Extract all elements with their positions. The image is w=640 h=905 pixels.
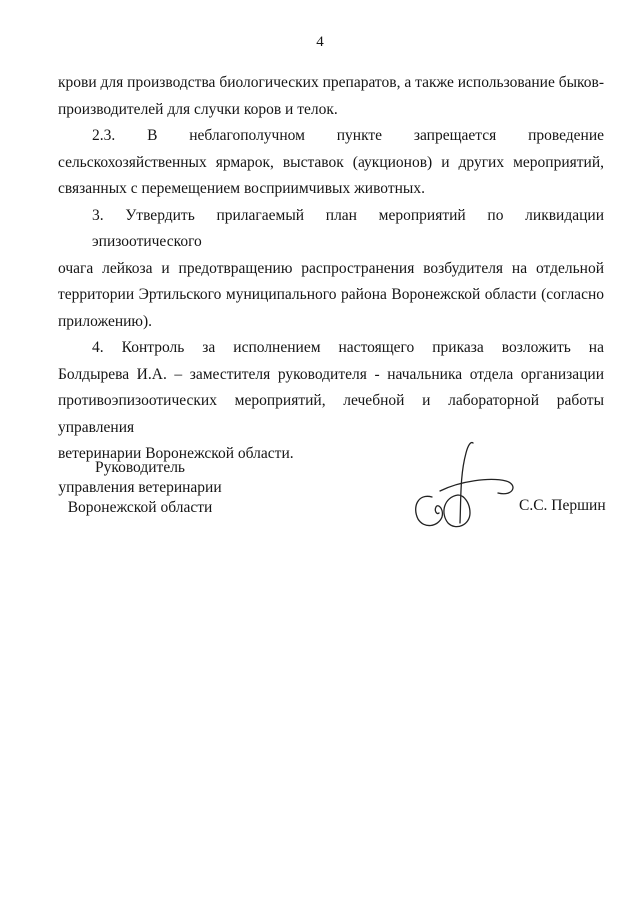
text-line: 2.3. В неблагополучном пункте запрещается проведение [92,127,604,144]
text-line: сельскохозяйственных ярмарок, выставок (аукционов) и других мероприятий, [58,153,604,171]
text-line: производителей для случки коров и телок. [58,100,338,118]
text-line: противоэпизоотических мероприятий, лечебной и лабораторной работы управления [58,392,604,436]
position-line: Воронежской области [67,499,213,516]
paragraph-continuation [58,70,604,123]
text-line: Болдырева И.А. – заместителя руководителя - начальника отдела организации [58,365,604,383]
text-line: территории Эртильского муниципального района Воронежской области (согласно [58,286,604,303]
handwritten-signature-icon [410,437,525,537]
text-line: связанных с перемещением восприимчивых животных. [58,180,425,197]
text-line: 4. Контроль за исполнением настоящего приказа возложить на [92,339,604,356]
position-line: управления ветеринарии [58,479,222,496]
signer-name: С.С. Першин [519,497,606,514]
text-line: ветеринарии Воронежской области. [58,445,294,462]
signature-block [0,455,640,535]
text-line: 3. Утвердить прилагаемый план мероприятий по ликвидации эпизоотического [92,206,604,250]
document-body [58,70,604,468]
text-line: крови для производства биологических препаратов, а также использование быков- [58,74,604,91]
text-line: очага лейкоза и предотвращению распространения возбудителя на отдельной [58,259,604,277]
paragraph-2-3 [58,123,604,203]
paragraph-3 [58,203,604,336]
position-line: Руководитель [94,459,186,476]
text-line: приложению). [58,312,153,330]
signer-position [40,458,240,518]
page-number: 4 [316,34,324,50]
